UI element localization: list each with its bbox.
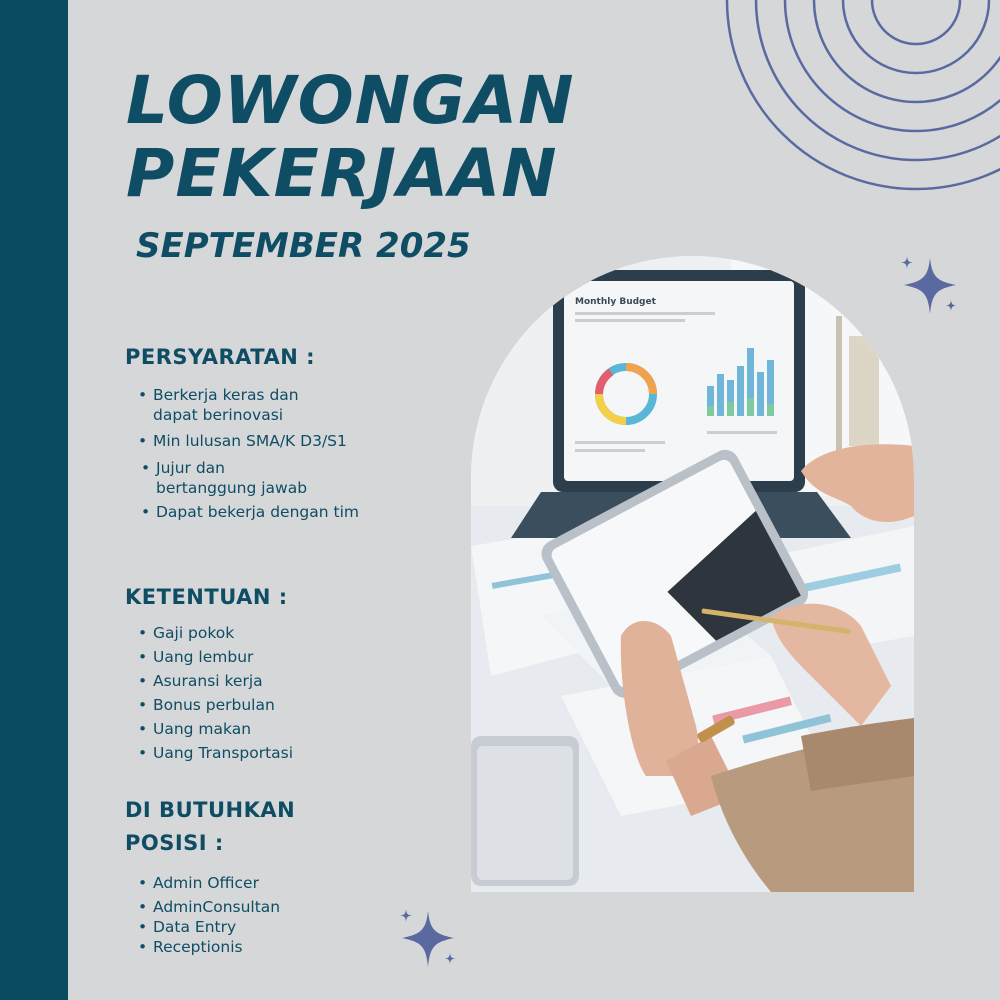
- terms-heading: KETENTUAN :: [125, 585, 288, 609]
- list-item: • Gaji pokok: [138, 623, 293, 643]
- concentric-circles-decoration: [700, 0, 1000, 200]
- list-item: • AdminConsultan: [138, 897, 280, 917]
- requirements-list: [138, 385, 359, 522]
- list-item: • Jujur dan bertanggung jawab: [141, 458, 359, 498]
- office-photo: [471, 256, 914, 892]
- list-item: • Berkerja keras dan dapat berinovasi: [138, 385, 356, 425]
- subtitle-date: SEPTEMBER 2025: [136, 226, 471, 266]
- sparkle-icon: [396, 905, 462, 971]
- office-scene-illustration: [471, 256, 914, 892]
- list-item: • Dapat bekerja dengan tim: [141, 502, 359, 522]
- list-item: • Bonus perbulan: [138, 695, 293, 715]
- positions-heading-line-1: DI BUTUHKAN: [125, 798, 296, 822]
- title-line-2: PEKERJAAN: [126, 135, 558, 212]
- requirements-heading: PERSYARATAN :: [125, 345, 316, 369]
- list-item: • Data Entry: [138, 917, 280, 937]
- terms-list: [138, 623, 293, 763]
- list-item: • Receptionis: [138, 937, 280, 957]
- list-item: • Admin Officer: [138, 873, 280, 893]
- left-accent-bar: [0, 0, 68, 1000]
- positions-list: [138, 873, 280, 957]
- positions-heading-line-2: POSISI :: [125, 831, 224, 855]
- sparkle-icon: [896, 252, 962, 318]
- list-item: • Uang Transportasi: [138, 743, 293, 763]
- list-item: • Uang makan: [138, 719, 293, 739]
- list-item: • Uang lembur: [138, 647, 293, 667]
- title-line-1: LOWONGAN: [126, 62, 575, 139]
- laptop-screen-title: Monthly Budget: [575, 297, 656, 307]
- list-item: • Asuransi kerja: [138, 671, 293, 691]
- list-item: • Min lulusan SMA/K D3/S1: [138, 431, 356, 451]
